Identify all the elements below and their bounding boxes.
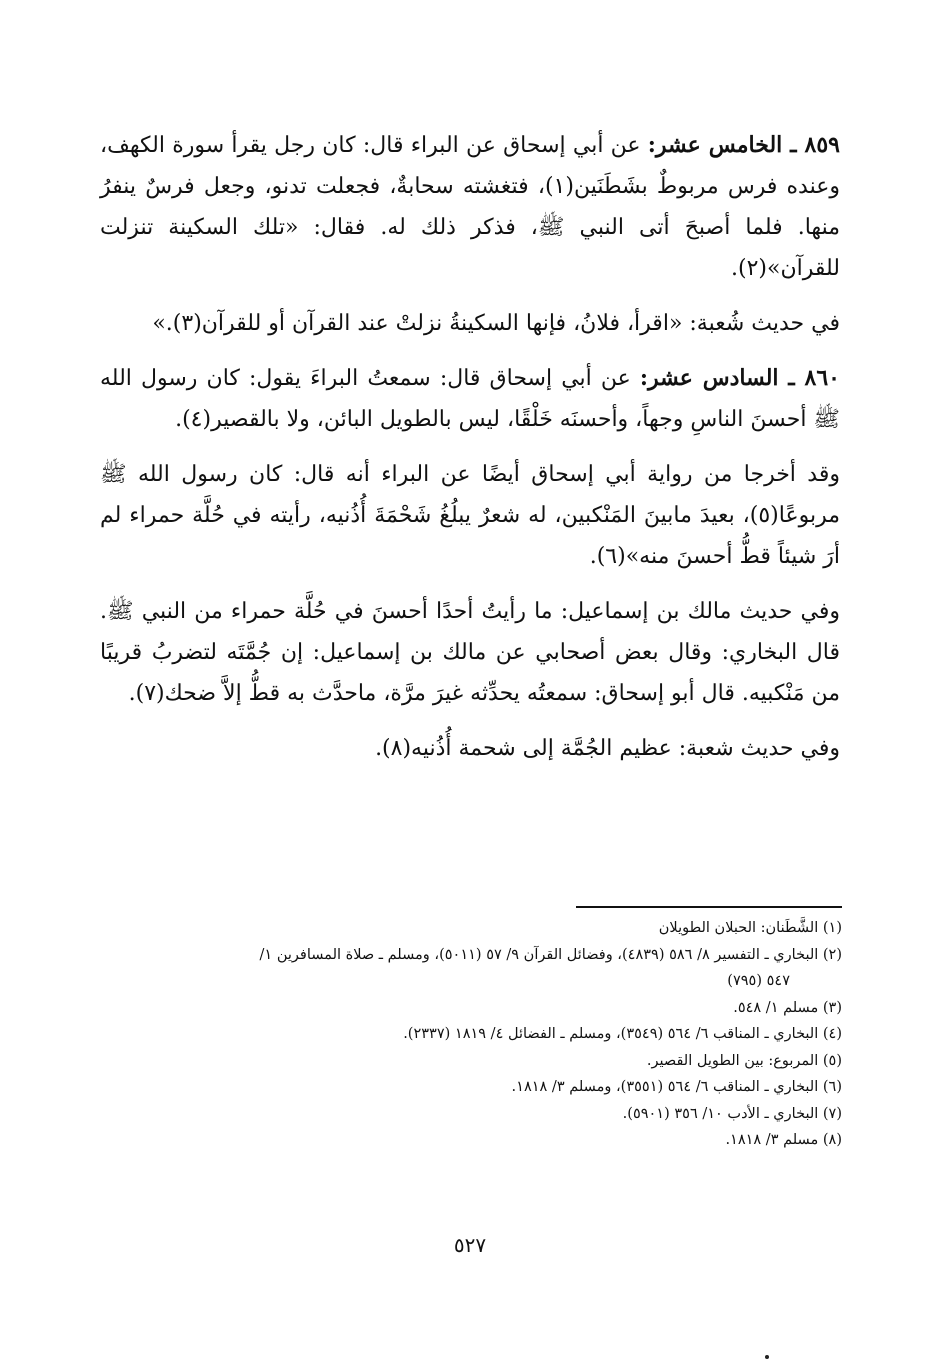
paragraph-text: وقد أخرجا من رواية أبي إسحاق أيضًا عن البراء أنه قال: كان رسول الله ﷺ مربوعًا(٥)، بعيدَ مابينَ المَنْكبين، له شعرٌ يبلُغُ شَحْمَةَ أُذُنيه، رأيته في حُلَّة حمراء لم أرَ شيئاً قطُّ أحسنَ منه»(٦). xyxy=(100,462,840,569)
footnotes xyxy=(100,915,842,1154)
paragraph-text: وفي حديث شعبة: عظيم الجُمَّة إلى شحمة أُذُنيه(٨). xyxy=(375,736,840,761)
footnote-3: (٣) مسلم ١/ ٥٤٨. xyxy=(733,999,842,1016)
paragraph-shuba-jumma xyxy=(100,728,840,769)
paragraph-text: عن أبي إسحاق قال: سمعتُ البراءَ يقول: كان رسول الله ﷺ أحسنَ الناسِ وجهاً، وأحسنَه خَلْقًا، ليس بالطويل البائن، ولا بالقصير(٤). xyxy=(100,366,840,432)
paragraph-text: في حديث شُعبة: «اقرأ، فلانُ، فإنها السكينةُ نزلتْ عند القرآن أو للقرآن(٣).» xyxy=(152,311,840,336)
paragraph-narration-abu-ishaq xyxy=(100,454,840,577)
footnote-4: (٤) البخاري ـ المناقب ٦/ ٥٦٤ (٣٥٤٩)، ومسلم ـ الفضائل ٤/ ١٨١٩ (٢٣٣٧). xyxy=(403,1026,842,1042)
footnote-divider xyxy=(576,906,842,908)
footnote-8: (٨) مسلم ٣/ ١٨١٨. xyxy=(725,1132,842,1148)
footnote-2-continuation: ٥٤٧ (٧٩٥) xyxy=(727,973,790,989)
hadith-heading: ٨٥٩ ـ الخامس عشر: xyxy=(647,132,840,158)
footnote-6: (٦) البخاري ـ المناقب ٦/ ٥٦٤ (٣٥٥١)، ومسلم ٣/ ١٨١٨. xyxy=(511,1079,842,1095)
footnote-2: (٢) البخاري ـ التفسير ٨/ ٥٨٦ (٤٨٣٩)، وفضائل القرآن ٩/ ٥٧ (٥٠١١)، ومسلم ـ صلاة المسافرين ١/ xyxy=(259,946,842,963)
footnote-7: (٧) البخاري ـ الأدب ١٠/ ٣٥٦ (٥٩٠١). xyxy=(622,1105,842,1122)
footnote-5: (٥) المربوع: بين الطويل القصير. xyxy=(646,1052,842,1069)
hadith-heading: ٨٦٠ ـ السادس عشر: xyxy=(639,365,840,391)
paragraph-shuba-note xyxy=(100,303,840,344)
main-text xyxy=(100,125,840,783)
paragraph-860 xyxy=(100,358,840,440)
page-number: ٥٢٧ xyxy=(453,1233,487,1257)
paragraph-859 xyxy=(100,125,840,289)
footnote-1: (١) الشَّطَنان: الحبلان الطويلان xyxy=(658,920,842,936)
paragraph-text: عن أبي إسحاق عن البراء قال: كان رجل يقرأ سورة الكهف، وعنده فرس مربوطٌ بشَطَنَين(١)، فتغشته سحابةٌ، فجعلت تدنو، وجعل فرسٌ ينفرُ منها. فلما أصبحَ أتى النبي ﷺ، فذكر ذلك له. فقال: «تلك السكينة تنزلت للقرآن»(٢). xyxy=(100,133,840,281)
paragraph-malik-ibn-ismail xyxy=(100,591,840,714)
paragraph-text: وفي حديث مالك بن إسماعيل: ما رأيتُ أحدًا أحسنَ في حُلَّة حمراء من النبي ﷺ. قال البخاري: وقال بعض أصحابي عن مالك بن إسماعيل: إن جُمَّتَه لتضربُ قريبًا من مَنْكبيه. قال أبو إسحاق: سمعتُه يحدِّثه غيرَ مرَّة، ماحدَّث به قطُّ إلاَّ ضحك(٧). xyxy=(100,599,840,706)
scan-speck xyxy=(765,1355,769,1359)
